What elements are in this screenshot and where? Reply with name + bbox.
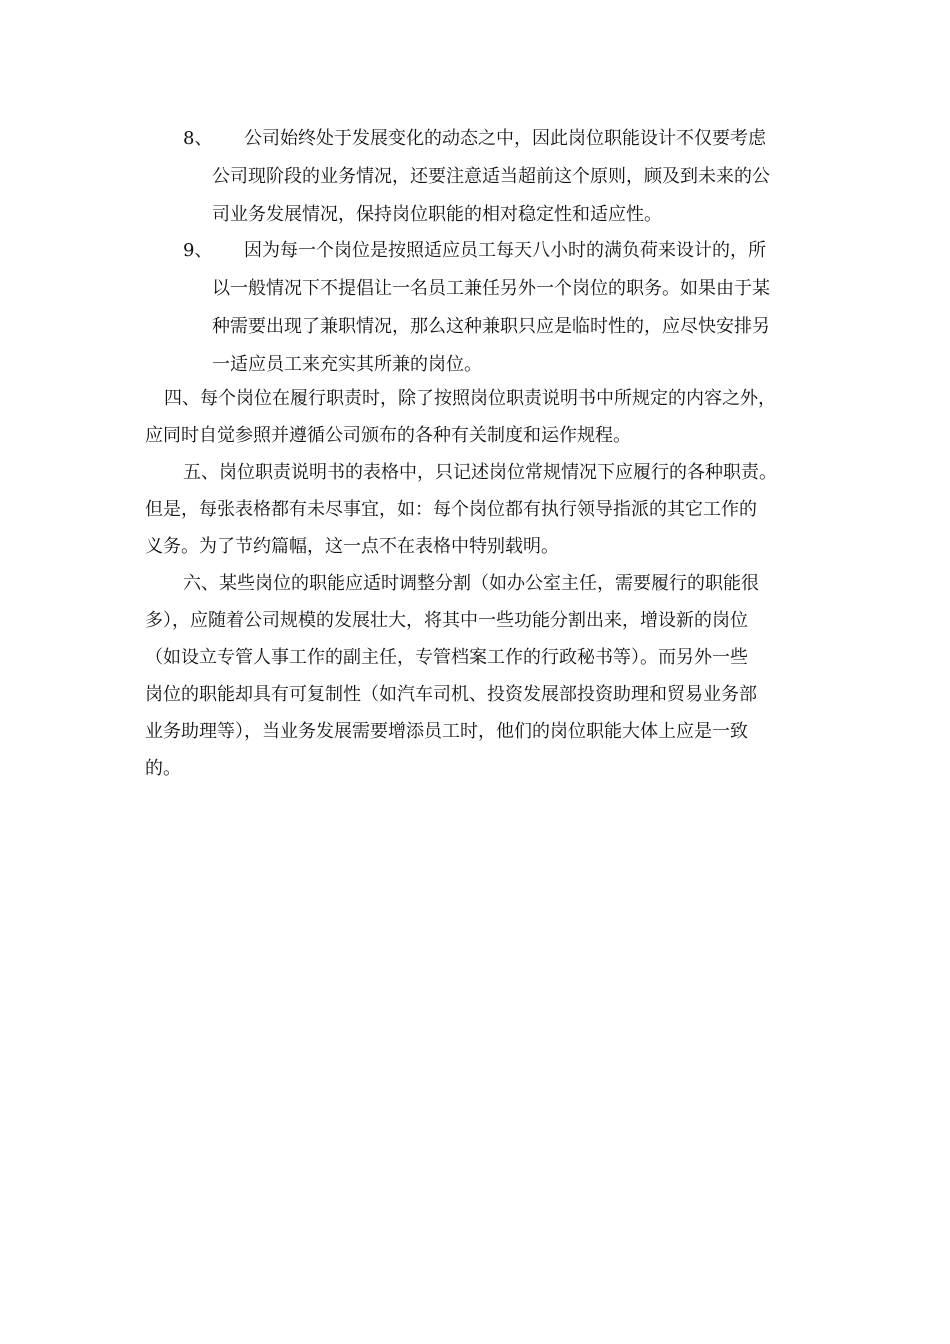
section5-line-3: 义务。为了节约篇幅，这一点不在表格中特别载明。 <box>145 536 559 557</box>
section5-line-2: 但是，每张表格都有未尽事宜，如：每个岗位都有执行领导指派的其它工作的 <box>145 499 757 520</box>
list-number-8: 8、 <box>183 128 213 149</box>
item9-line-4: 一适应员工来充实其所兼的岗位。 <box>212 354 482 375</box>
section6-line-3: （如设立专管人事工作的副主任，专管档案工作的行政秘书等）。而另外一些 <box>145 647 748 668</box>
section5-line-1: 五、岗位职责说明书的表格中，只记述岗位常规情况下应履行的各种职责。 <box>183 462 777 483</box>
section6-line-1: 六、某些岗位的职能应适时调整分割（如办公室主任，需要履行的职能很 <box>183 573 759 594</box>
list-number-9: 9、 <box>183 240 213 261</box>
item8-line-2: 公司现阶段的业务情况，还要注意适当超前这个原则，顾及到未来的公 <box>212 166 770 187</box>
item9-line-2: 以一般情况下不提倡让一名员工兼任另外一个岗位的职务。如果由于某 <box>212 278 770 299</box>
section4-line-1: 四、每个岗位在履行职责时，除了按照岗位职责说明书中所规定的内容之外， <box>164 388 776 409</box>
item9-line-3: 种需要出现了兼职情况，那么这种兼职只应是临时性的，应尽快安排另 <box>212 316 770 337</box>
section6-line-6: 的。 <box>145 758 181 779</box>
item9-line-1: 因为每一个岗位是按照适应员工每天八小时的满负荷来设计的，所 <box>244 240 766 261</box>
section4-line-2: 应同时自觉参照并遵循公司颁布的各种有关制度和运作规程。 <box>145 425 631 446</box>
section6-line-2: 多），应随着公司规模的发展壮大，将其中一些功能分割出来，增设新的岗位 <box>145 610 748 631</box>
section6-line-4: 岗位的职能却具有可复制性（如汽车司机、投资发展部投资助理和贸易业务部 <box>145 684 757 705</box>
item8-line-1: 公司始终处于发展变化的动态之中，因此岗位职能设计不仅要考虑 <box>244 128 766 149</box>
section6-line-5: 业务助理等），当业务发展需要增添员工时，他们的岗位职能大体上应是一致 <box>145 721 748 742</box>
item8-line-3: 司业务发展情况，保持岗位职能的相对稳定性和适应性。 <box>212 204 662 225</box>
